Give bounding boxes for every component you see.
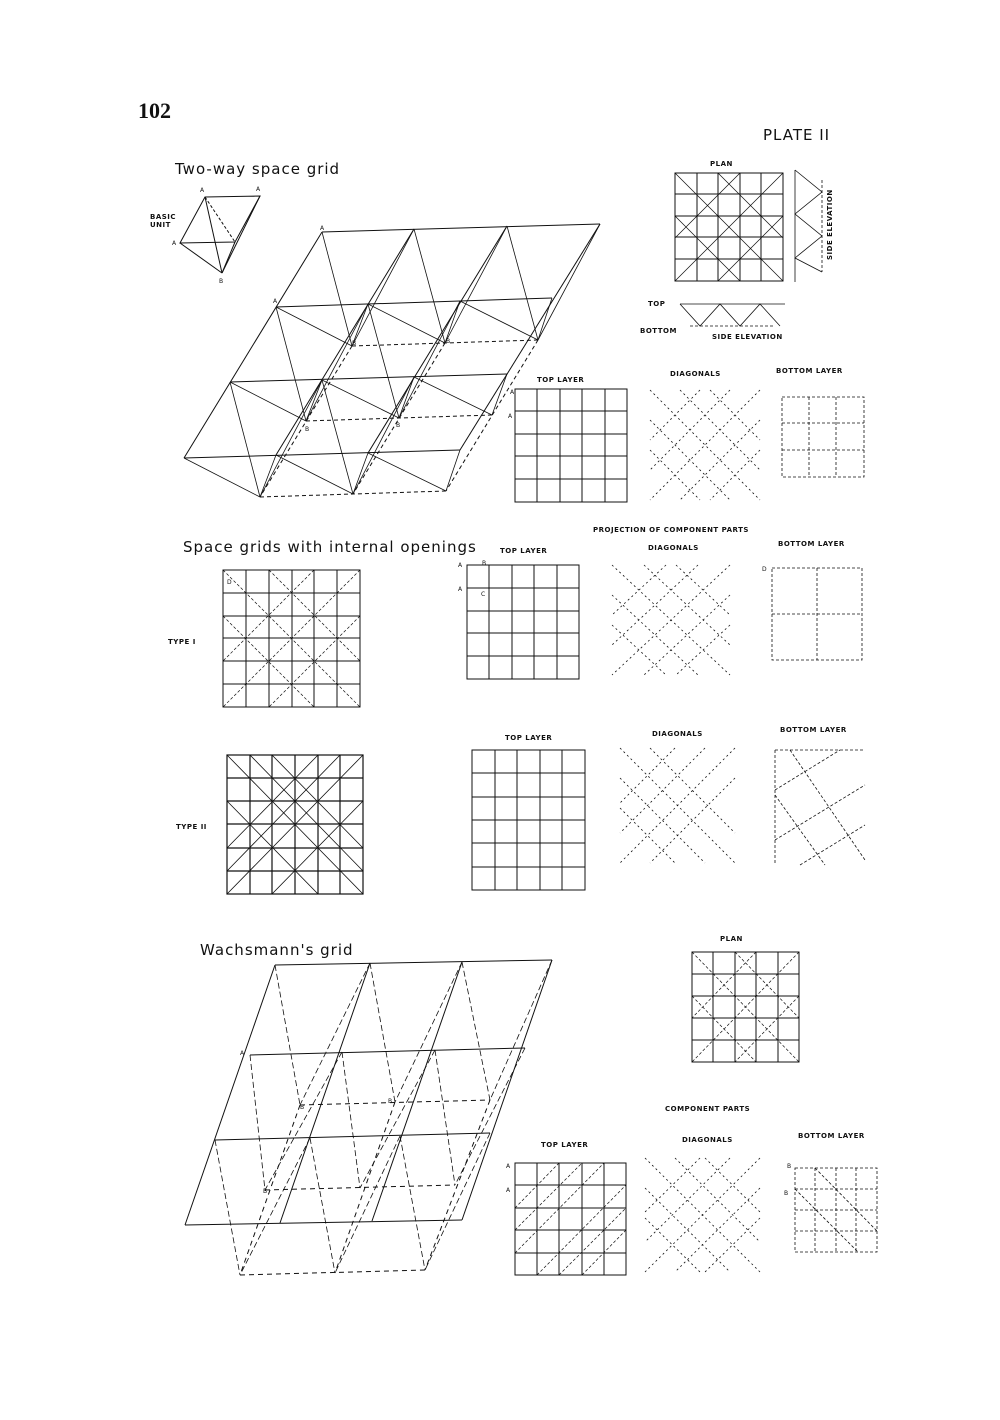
type2-top-layer-label: TOP LAYER	[505, 734, 553, 742]
side-elevation-right-drawing	[795, 170, 822, 282]
wachsmann-title: Wachsmann's grid	[200, 941, 354, 959]
node-label-b: B	[787, 1163, 792, 1170]
type2-diagonals-drawing	[620, 748, 735, 863]
node-label-b: B	[352, 340, 357, 347]
plate-label: PLATE II	[763, 126, 831, 144]
type2-bottom-layer-label: BOTTOM LAYER	[780, 726, 847, 734]
page-number: 102	[138, 98, 171, 123]
basic-unit-drawing	[180, 196, 260, 273]
node-label-b: B	[482, 560, 487, 567]
node-label-d: D	[762, 566, 767, 573]
node-label-b: B	[300, 1104, 305, 1111]
node-label-b: B	[396, 422, 401, 429]
type1-bottom-layer-label: BOTTOM LAYER	[778, 540, 845, 548]
type1-diagonals-label: DIAGONALS	[648, 544, 699, 552]
wachsmann-top-layer-grid	[515, 1163, 626, 1275]
wachsmann-diagonals-label: DIAGONALS	[682, 1136, 733, 1144]
node-label-a: A	[508, 413, 513, 420]
node-label-a: A	[172, 240, 177, 247]
node-label-a: A	[506, 1163, 511, 1170]
w-web-diagonals	[215, 960, 552, 1275]
node-label-c: C	[481, 591, 486, 598]
type1-top-layer-grid	[467, 565, 579, 679]
node-label-a: A	[240, 1050, 245, 1057]
two-way-grid-title: Two-way space grid	[175, 160, 341, 178]
node-label-b: B	[388, 1098, 393, 1105]
two-way-bottom-layer-label: BOTTOM LAYER	[776, 367, 843, 375]
node-label-b: B	[263, 1188, 268, 1195]
top-label: TOP	[648, 300, 666, 308]
node-label-a: A	[458, 586, 463, 593]
basic-unit-label: BASIC UNIT	[150, 213, 177, 229]
type1-bottom-layer-grid	[772, 568, 862, 660]
wachsmann-isometric-drawing	[185, 960, 552, 1275]
two-way-top-layer-grid	[515, 389, 627, 502]
node-label-b: B	[446, 338, 451, 345]
w-top-chords	[185, 960, 552, 1225]
node-label-a: A	[256, 186, 261, 193]
node-label-a: A	[458, 562, 463, 569]
node-label-a: A	[506, 1187, 511, 1194]
openings-title: Space grids with internal openings	[183, 538, 477, 556]
node-label-a: A	[510, 389, 515, 396]
node-label-a: A	[273, 298, 278, 305]
two-way-diagonals-drawing	[650, 390, 760, 500]
wachsmann-bottom-layer-grid	[795, 1168, 877, 1252]
wachsmann-plan-label: PLAN	[720, 935, 743, 943]
side-elevation-bottom-drawing	[680, 304, 785, 326]
type1-top-layer-label: TOP LAYER	[500, 547, 548, 555]
wachsmann-plan-drawing	[692, 952, 799, 1062]
type2-plan-drawing	[227, 755, 363, 894]
projection-label: PROJECTION OF COMPONENT PARTS	[593, 526, 749, 534]
two-way-diagonals-label: DIAGONALS	[670, 370, 721, 378]
type1-plan-drawing	[223, 570, 360, 707]
wachsmann-top-layer-label: TOP LAYER	[541, 1141, 589, 1149]
component-parts-label: COMPONENT PARTS	[665, 1105, 751, 1113]
two-way-plan-label: PLAN	[710, 160, 733, 168]
node-label-b: B	[784, 1190, 789, 1197]
type2-top-layer-grid	[472, 750, 585, 890]
type1-label: TYPE I	[168, 638, 196, 646]
two-way-plan-drawing	[675, 173, 783, 281]
type2-label: TYPE II	[176, 823, 207, 831]
wachsmann-bottom-layer-label: BOTTOM LAYER	[798, 1132, 865, 1140]
side-elevation-right-label: SIDE ELEVATION	[826, 189, 834, 260]
type1-diagonals-drawing	[612, 565, 730, 675]
type2-diagonals-label: DIAGONALS	[652, 730, 703, 738]
node-label-b: B	[219, 278, 224, 285]
node-label-a: A	[200, 187, 205, 194]
bottom-label: BOTTOM	[640, 327, 677, 335]
two-way-top-layer-label: TOP LAYER	[537, 376, 585, 384]
node-label-b: B	[305, 426, 310, 433]
w-bottom-chords	[240, 1100, 490, 1275]
node-label-a: A	[320, 225, 325, 232]
two-way-bottom-layer-grid	[782, 397, 864, 477]
side-elevation-bottom-label: SIDE ELEVATION	[712, 333, 783, 341]
node-label-d: D	[227, 579, 232, 586]
type2-bottom-layer-drawing	[775, 750, 865, 865]
wachsmann-diagonals-drawing	[645, 1158, 760, 1272]
